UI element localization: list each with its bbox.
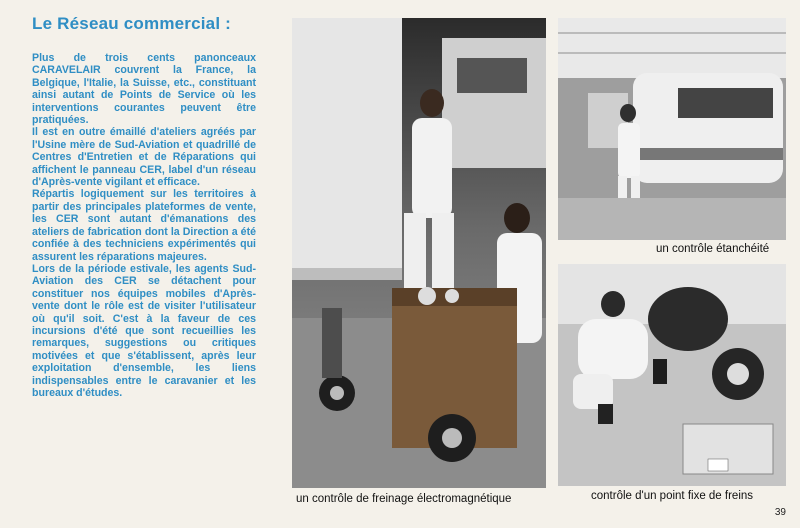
paragraph-4: Lors de la période estivale, les agents Sud-Aviation des CER se détachent pour constituer nos équipes mobiles d'Après-vente dont le rôle est de visiter l'utilisateur où qu'il soit. C'est à la faveur de ces incursions d'été que sont recueillies les remarques, suggestions ou critiques motivées et que s'établissent, après leur exploitation d'ensemble, les liens indispensables entre le caravanier et les bureaux d'études. [32, 262, 256, 399]
section-heading: Le Réseau commercial : [32, 14, 232, 33]
paragraph-1: Plus de trois cents panonceaux CARAVELAIR couvrent la France, la Belgique, l'Italie, la Suisse, etc., constituant ainsi autant de Points de Service où les interventions courantes peuvent être pratiquées. [32, 52, 256, 127]
photo-sealing-test [558, 18, 786, 240]
photo-brake-check [558, 264, 786, 486]
paragraph-2: Il est en outre émaillé d'ateliers agréés par l'Usine mère de Sud-Aviation et quadrillé de Centres d'Entretien et de Réparations qui affichent le panneau CER, label d'un réseau d'Après-vente vigilant et efficace. [32, 126, 256, 189]
body-text [32, 52, 256, 399]
page-number: 39 [774, 507, 786, 518]
caption-brakes: contrôle d'un point fixe de freins [591, 490, 754, 502]
photo-braking-test [292, 18, 546, 488]
paragraph-3: Répartis logiquement sur les territoires à partir des principales plateformes de vente, les CER sont autant d'émanations des ateliers de fabrication dont la Direction a été confiée à des techniciens expérimentés qui assurent les réparations majeures. [32, 188, 256, 263]
caption-sealing: un contrôle étanchéité [656, 243, 770, 255]
caption-braking: un contrôle de freinage électromagnétique [296, 493, 512, 505]
